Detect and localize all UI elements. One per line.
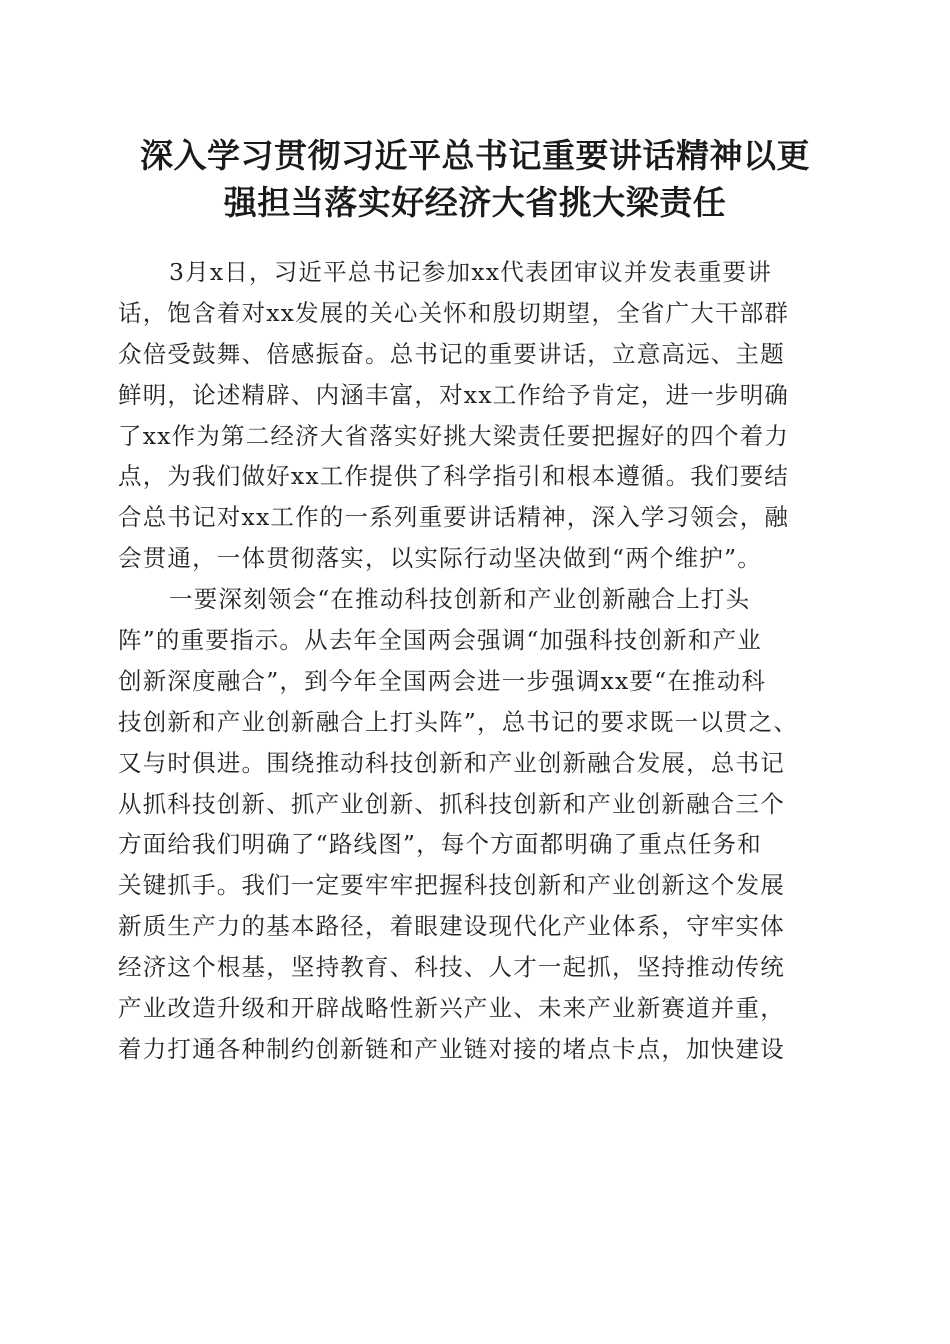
paragraph-line: 3月x日，习近平总书记参加xx代表团审议并发表重要讲 xyxy=(169,258,772,286)
document-body xyxy=(118,252,830,1070)
paragraph-line: 话，饱含着对xx发展的关心关怀和殷切期望，全省广大干部群 xyxy=(118,298,790,327)
paragraph-line: 从抓科技创新、抓产业创新、抓科技创新和产业创新融合三个 xyxy=(118,789,785,818)
paragraph-line: 又与时俱进。围绕推动科技创新和产业创新融合发展，总书记 xyxy=(118,748,785,777)
paragraph-1 xyxy=(118,252,830,579)
paragraph-line: 关键抓手。我们一定要牢牢把握科技创新和产业创新这个发展 xyxy=(118,871,785,900)
title-line-1: 深入学习贯彻习近平总书记重要讲话精神以更 xyxy=(140,136,810,175)
title-line-2: 强担当落实好经济大省挑大梁责任 xyxy=(223,183,727,222)
paragraph-line: 鲜明，论述精辟、内涵丰富，对xx工作给予肯定，进一步明确 xyxy=(118,380,790,409)
paragraph-line: 创新深度融合”，到今年全国两会进一步强调xx要“在推动科 xyxy=(118,666,767,695)
paragraph-line: 了xx作为第二经济大省落实好挑大梁责任要把握好的四个着力 xyxy=(118,421,790,450)
document-title xyxy=(100,132,850,226)
paragraph-line: 技创新和产业创新融合上打头阵”，总书记的要求既一以贯之、 xyxy=(118,707,799,736)
paragraph-2 xyxy=(118,579,830,1070)
paragraph-line: 一要深刻领会“在推动科技创新和产业创新融合上打头 xyxy=(169,585,751,614)
paragraph-line: 会贯通，一体贯彻落实，以实际行动坚决做到“两个维护”。 xyxy=(118,544,762,573)
paragraph-line: 众倍受鼓舞、倍感振奋。总书记的重要讲话，立意高远、主题 xyxy=(118,339,785,368)
paragraph-line: 产业改造升级和开辟战略性新兴产业、未来产业新赛道并重， xyxy=(118,994,785,1023)
paragraph-line: 经济这个根基，坚持教育、科技、人才一起抓，坚持推动传统 xyxy=(118,953,785,982)
paragraph-line: 新质生产力的基本路径，着眼建设现代化产业体系，守牢实体 xyxy=(118,912,785,941)
paragraph-line: 着力打通各种制约创新链和产业链对接的堵点卡点，加快建设 xyxy=(118,1034,785,1063)
paragraph-line: 方面给我们明确了“路线图”，每个方面都明确了重点任务和 xyxy=(118,830,762,859)
paragraph-line: 合总书记对xx工作的一系列重要讲话精神，深入学习领会，融 xyxy=(118,503,790,532)
paragraph-line: 阵”的重要指示。从去年全国两会强调“加强科技创新和产业 xyxy=(118,626,762,655)
paragraph-line: 点，为我们做好xx工作提供了科学指引和根本遵循。我们要结 xyxy=(118,462,790,491)
